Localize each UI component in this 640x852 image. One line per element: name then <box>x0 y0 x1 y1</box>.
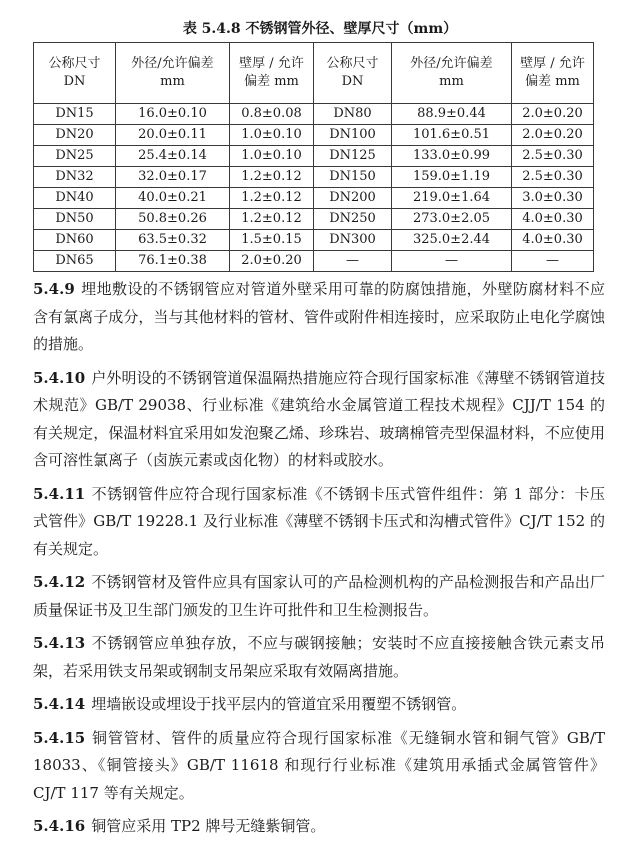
clause-paragraph <box>33 630 605 685</box>
table-cell: DN100 <box>314 125 392 146</box>
clause-number: 5.4.14 <box>33 695 86 713</box>
table-cell: DN40 <box>34 188 116 209</box>
table-cell: 2.0±0.20 <box>512 104 594 125</box>
clause-paragraph <box>33 725 605 808</box>
clause-list <box>33 276 605 847</box>
table-cell: DN150 <box>314 167 392 188</box>
clause-text: 户外明设的不锈钢管道保温隔热措施应符合现行国家标准《薄壁不锈钢管道技术规范》GB/T 29038、行业标准《建筑给水金属管道工程技术规程》CJJ/T 154 的有关规定，保温材料宜采用如发泡聚乙烯、珍珠岩、玻璃棉管壳型保温材料，不应使用含可溶性氯离子（卤族元素或卤化物）的材料或胶水。 <box>33 368 605 469</box>
table-header-cell: 外径/允许偏差 mm <box>392 43 512 104</box>
table-cell: 2.5±0.30 <box>512 146 594 167</box>
table-row <box>34 125 594 146</box>
table-cell: 1.0±0.10 <box>230 146 314 167</box>
table-row <box>34 209 594 230</box>
clause-paragraph <box>33 813 605 841</box>
clause-text: 不锈钢管材及管件应具有国家认可的产品检测机构的产品检测报告和产品出厂质量保证书及卫生部门颁发的卫生许可批件和卫生检测报告。 <box>33 573 605 619</box>
clause-paragraph <box>33 691 605 719</box>
table-row <box>34 230 594 251</box>
table-cell: 2.5±0.30 <box>512 167 594 188</box>
table-cell: DN250 <box>314 209 392 230</box>
table-cell: 0.8±0.08 <box>230 104 314 125</box>
table-body <box>34 104 594 272</box>
table-header-cell: 公称尺寸 DN <box>34 43 116 104</box>
table-cell: 4.0±0.30 <box>512 230 594 251</box>
table-cell: DN60 <box>34 230 116 251</box>
table-cell: DN25 <box>34 146 116 167</box>
table-row <box>34 146 594 167</box>
table-cell: 101.6±0.51 <box>392 125 512 146</box>
table-cell: DN200 <box>314 188 392 209</box>
clause-paragraph <box>33 276 605 359</box>
table-row <box>34 188 594 209</box>
clause-text: 铜管管材、管件的质量应符合现行国家标准《无缝铜水管和铜气管》GB/T 18033、《铜管接头》GB/T 11618 和现行行业标准《建筑用承插式金属管管件》CJ/T 117 等有关规定。 <box>33 728 605 802</box>
clause-number: 5.4.16 <box>33 817 86 835</box>
table-cell: 20.0±0.11 <box>116 125 230 146</box>
table-cell: DN20 <box>34 125 116 146</box>
table-header-cell: 壁厚 / 允许 偏差 mm <box>230 43 314 104</box>
table-header-cell: 外径/允许偏差 mm <box>116 43 230 104</box>
table-cell: DN15 <box>34 104 116 125</box>
table-cell: DN50 <box>34 209 116 230</box>
table-cell: 2.0±0.20 <box>512 125 594 146</box>
clause-number: 5.4.11 <box>33 484 86 503</box>
table-cell: 16.0±0.10 <box>116 104 230 125</box>
clause-text: 铜管应采用 TP2 牌号无缝紫铜管。 <box>91 817 326 835</box>
table-cell: 25.4±0.14 <box>116 146 230 167</box>
table-cell: 32.0±0.17 <box>116 167 230 188</box>
table-cell: 63.5±0.32 <box>116 230 230 251</box>
table-cell: 50.8±0.26 <box>116 209 230 230</box>
clause-number: 5.4.13 <box>33 634 86 652</box>
table-cell: 1.2±0.12 <box>230 209 314 230</box>
clause-text: 不锈钢管件应符合现行国家标准《不锈钢卡压式管件组件：第 1 部分：卡压式管件》GB/T 19228.1 及行业标准《薄壁不锈钢卡压式和沟槽式管件》CJ/T 152 的有关规定。 <box>33 484 605 558</box>
clause-text: 埋地敷设的不锈钢管应对管道外壁采用可靠的防腐蚀措施，外壁防腐材料不应含有氯离子成分，当与其他材料的管材、管件或附件相连接时，应采取防止电化学腐蚀的措施。 <box>33 280 605 353</box>
table-cell: 1.0±0.10 <box>230 125 314 146</box>
table-cell: DN32 <box>34 167 116 188</box>
clause-paragraph <box>33 481 605 564</box>
clause-number: 5.4.15 <box>33 728 86 747</box>
table-cell: 4.0±0.30 <box>512 209 594 230</box>
table-row <box>34 251 594 272</box>
clause-number: 5.4.9 <box>33 280 75 298</box>
table-cell: — <box>314 251 392 272</box>
table-cell: 40.0±0.21 <box>116 188 230 209</box>
table-header-cell: 公称尺寸 DN <box>314 43 392 104</box>
table-row <box>34 167 594 188</box>
table-cell: 76.1±0.38 <box>116 251 230 272</box>
table-cell: 159.0±1.19 <box>392 167 512 188</box>
pipe-dimension-table <box>33 42 594 272</box>
table-cell: 2.0±0.20 <box>230 251 314 272</box>
table-title: 表 5.4.8 不锈钢管外径、壁厚尺寸（mm） <box>182 21 458 37</box>
table-cell: 133.0±0.99 <box>392 146 512 167</box>
table-cell: — <box>392 251 512 272</box>
table-cell: 219.0±1.64 <box>392 188 512 209</box>
clause-number: 5.4.10 <box>33 368 86 387</box>
table-cell: DN80 <box>314 104 392 125</box>
table-cell: 1.2±0.12 <box>230 167 314 188</box>
clause-paragraph <box>33 569 605 624</box>
table-cell: 1.2±0.12 <box>230 188 314 209</box>
clause-text: 不锈钢管应单独存放，不应与碳钢接触；安装时不应直接接触含铁元素支吊架，若采用铁支吊架或钢制支吊架应采取有效隔离措施。 <box>33 634 605 680</box>
clause-number: 5.4.12 <box>33 573 86 591</box>
clause-text: 埋墙嵌设或埋设于找平层内的管道宜采用覆塑不锈钢管。 <box>91 695 467 713</box>
table-row <box>34 104 594 125</box>
table-cell: DN125 <box>314 146 392 167</box>
table-cell: 1.5±0.15 <box>230 230 314 251</box>
table-cell: DN300 <box>314 230 392 251</box>
table-header-cell: 壁厚 / 允许 偏差 mm <box>512 43 594 104</box>
table-cell: 3.0±0.30 <box>512 188 594 209</box>
table-cell: 325.0±2.44 <box>392 230 512 251</box>
table-header-row <box>34 43 594 104</box>
table-cell: 273.0±2.05 <box>392 209 512 230</box>
table-cell: 88.9±0.44 <box>392 104 512 125</box>
table-cell: — <box>512 251 594 272</box>
clause-paragraph <box>33 365 605 475</box>
table-cell: DN65 <box>34 251 116 272</box>
